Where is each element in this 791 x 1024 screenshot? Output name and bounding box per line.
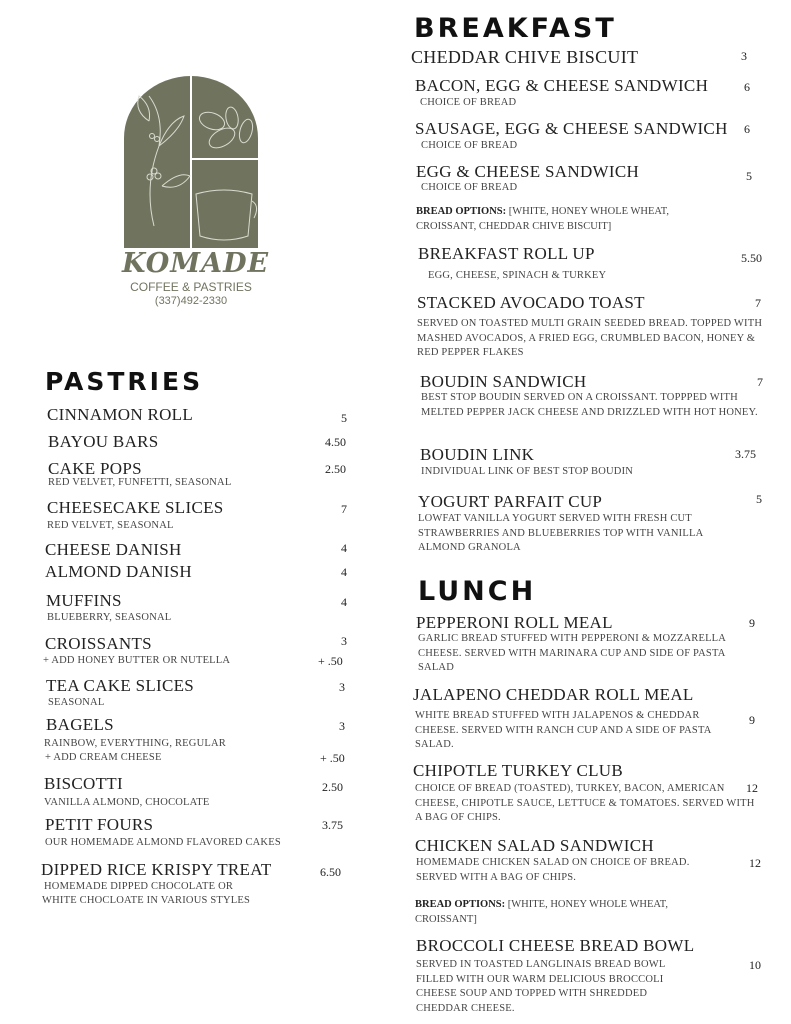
lunch-bread-options [415, 898, 715, 927]
breakfast-price: 3 [741, 49, 747, 63]
breakfast-desc: LOWFAT VANILLA YOGURT SERVED WITH FRESH CUT STRAWBERRIES AND BLUEBERRIES TOP WITH VANILLA ALMOND GRANOLA [418, 513, 703, 553]
pastry-name: MUFFINS [46, 591, 122, 610]
pastry-price: 2.50 [322, 780, 343, 794]
lunch-desc: WHITE BREAD STUFFED WITH JALAPENOS & CHEDDAR CHEESE. SERVED WITH RANCH CUP AND A SIDE OF PASTA SALAD. [415, 710, 711, 750]
breakfast-price: 7 [757, 375, 763, 389]
breakfast-price: 3.75 [735, 447, 756, 461]
lunch-desc: HOMEMADE CHICKEN SALAD ON CHOICE OF BREAD. SERVED WITH A BAG OF CHIPS. [416, 857, 690, 883]
breakfast-name: CHEDDAR CHIVE BISCUIT [411, 47, 639, 67]
pastry-price: 7 [341, 502, 347, 516]
pastry-desc: BLUEBERRY, SEASONAL [47, 612, 172, 623]
logo-tagline: COFFEE & PASTRIES [130, 280, 252, 294]
pastry-desc: WHITE CHOCLOATE IN VARIOUS STYLES [42, 895, 251, 906]
breakfast-name: BOUDIN SANDWICH [420, 372, 587, 391]
breakfast-name: BOUDIN LINK [420, 445, 535, 464]
bread-options-text: [WHITE, HONEY WHOLE WHEAT, CROISSANT, CHEDDAR CHIVE BISCUIT] [416, 206, 670, 232]
pastry-name: BISCOTTI [44, 774, 123, 793]
breakfast-title: BREAKFAST [414, 13, 617, 44]
lunch-name: PEPPERONI ROLL MEAL [416, 613, 613, 632]
lunch-price: 9 [749, 616, 755, 630]
breakfast-name: EGG & CHEESE SANDWICH [416, 162, 640, 181]
breakfast-bread-options [416, 205, 726, 234]
pastry-price: 4.50 [325, 435, 346, 449]
pastry-desc: RED VELVET, SEASONAL [47, 520, 174, 531]
breakfast-desc: CHOICE OF BREAD [420, 97, 517, 108]
pastry-desc: RAINBOW, EVERYTHING, REGULAR [44, 738, 226, 749]
pastry-name: BAGELS [46, 715, 114, 734]
pastry-desc: RED VELVET, FUNFETTI, SEASONAL [48, 477, 232, 488]
bread-options-label: BREAD OPTIONS: [416, 206, 507, 217]
breakfast-desc: BEST STOP BOUDIN SERVED ON A CROISSANT. TOPPPED WITH MELTED PEPPER JACK CHEESE AND DRIZZLED WITH HOT HONEY. [421, 392, 758, 418]
logo-brand: KOMADE [122, 248, 270, 279]
lunch-name: BROCCOLI CHEESE BREAD BOWL [416, 936, 695, 955]
pastry-addon-price: + .50 [320, 751, 345, 765]
breakfast-desc: EGG, CHEESE, SPINACH & TURKEY [428, 270, 607, 281]
lunch-desc: SERVED IN TOASTED LANGLINAIS BREAD BOWL FILLED WITH OUR WARM DELICIOUS BROCCOLI CHEESE SOUP AND TOPPED WITH SHREDDED CHEDDAR CHEESE. [416, 959, 666, 1014]
lunch-name: CHIPOTLE TURKEY CLUB [413, 761, 623, 780]
lunch-desc: CHOICE OF BREAD (TOASTED), TURKEY, BACON, AMERICAN CHEESE, CHIPOTLE SAUCE, LETTUCE & TOMATOES. SERVED WITH A BAG OF CHIPS. [415, 783, 755, 823]
breakfast-name: STACKED AVOCADO TOAST [417, 293, 645, 312]
pastry-desc: HOMEMADE DIPPED CHOCOLATE OR [44, 881, 234, 892]
pastry-desc: SEASONAL [48, 697, 105, 708]
pastries-title: PASTRIES [45, 367, 204, 396]
lunch-price: 12 [749, 856, 761, 870]
breakfast-name: BREAKFAST ROLL UP [418, 244, 595, 263]
bread-options-label: BREAD OPTIONS: [415, 899, 506, 910]
pastry-price: 3.75 [322, 818, 343, 832]
pastry-price: 6.50 [320, 865, 341, 879]
lunch-price: 10 [749, 958, 761, 972]
pastry-price: 4 [341, 595, 347, 609]
pastry-addon: + ADD CREAM CHEESE [45, 752, 162, 763]
lunch-name: JALAPENO CHEDDAR ROLL MEAL [413, 685, 694, 704]
breakfast-name: YOGURT PARFAIT CUP [418, 492, 603, 511]
logo-phone: (337)492-2330 [154, 295, 228, 307]
breakfast-desc: SERVED ON TOASTED MULTI GRAIN SEEDED BREAD. TOPPED WITH MASHED AVOCADOS, A FRIED EGG, CRUMBLED BACON, HONEY & RED PEPPER FLAKES [417, 318, 763, 358]
pastry-name: CAKE POPS [48, 459, 142, 478]
bread-options-text: [WHITE, HONEY WHOLE WHEAT, CROISSANT] [415, 899, 669, 925]
pastry-name: CHEESECAKE SLICES [47, 498, 224, 517]
breakfast-desc: INDIVIDUAL LINK OF BEST STOP BOUDIN [421, 466, 634, 477]
pastry-price: 2.50 [325, 462, 346, 476]
breakfast-price: 6 [744, 80, 750, 94]
breakfast-price: 5 [746, 169, 752, 183]
pastry-name: CHEESE DANISH [45, 540, 182, 559]
pastry-name: PETIT FOURS [45, 815, 154, 834]
lunch-name: CHICKEN SALAD SANDWICH [415, 836, 654, 855]
breakfast-desc: CHOICE OF BREAD [421, 182, 518, 193]
pastry-addon: + ADD HONEY BUTTER OR NUTELLA [43, 655, 231, 666]
pastry-price: 5 [341, 411, 347, 425]
pastry-price: 4 [341, 541, 347, 555]
pastry-name: TEA CAKE SLICES [46, 676, 195, 695]
breakfast-price: 7 [755, 296, 761, 310]
breakfast-desc: CHOICE OF BREAD [421, 140, 518, 151]
lunch-price: 9 [749, 713, 755, 727]
lunch-price: 12 [746, 781, 758, 795]
breakfast-price: 6 [744, 122, 750, 136]
pastry-name: DIPPED RICE KRISPY TREAT [41, 860, 272, 879]
pastry-price: 4 [341, 565, 347, 579]
pastry-name: BAYOU BARS [48, 432, 159, 451]
lunch-desc: GARLIC BREAD STUFFED WITH PEPPERONI & MOZZARELLA CHEESE. SERVED WITH MARINARA CUP AND SIDE OF PASTA SALAD [418, 633, 726, 673]
pastry-desc: OUR HOMEMADE ALMOND FLAVORED CAKES [45, 837, 281, 848]
breakfast-price: 5 [756, 492, 762, 506]
pastry-desc: VANILLA ALMOND, CHOCOLATE [44, 797, 210, 808]
logo [122, 76, 270, 308]
pastry-name: CINNAMON ROLL [47, 405, 194, 424]
pastry-price: 3 [341, 634, 347, 648]
breakfast-name: BACON, EGG & CHEESE SANDWICH [415, 76, 709, 95]
pastry-name: ALMOND DANISH [45, 562, 192, 581]
lunch-title: LUNCH [418, 576, 537, 607]
breakfast-price: 5.50 [741, 251, 762, 265]
breakfast-name: SAUSAGE, EGG & CHEESE SANDWICH [415, 119, 728, 138]
pastry-name: CROISSANTS [45, 634, 152, 653]
pastry-addon-price: + .50 [318, 654, 343, 668]
pastry-price: 3 [339, 680, 345, 694]
pastry-price: 3 [339, 719, 345, 733]
logo-arch-icon [124, 76, 258, 248]
